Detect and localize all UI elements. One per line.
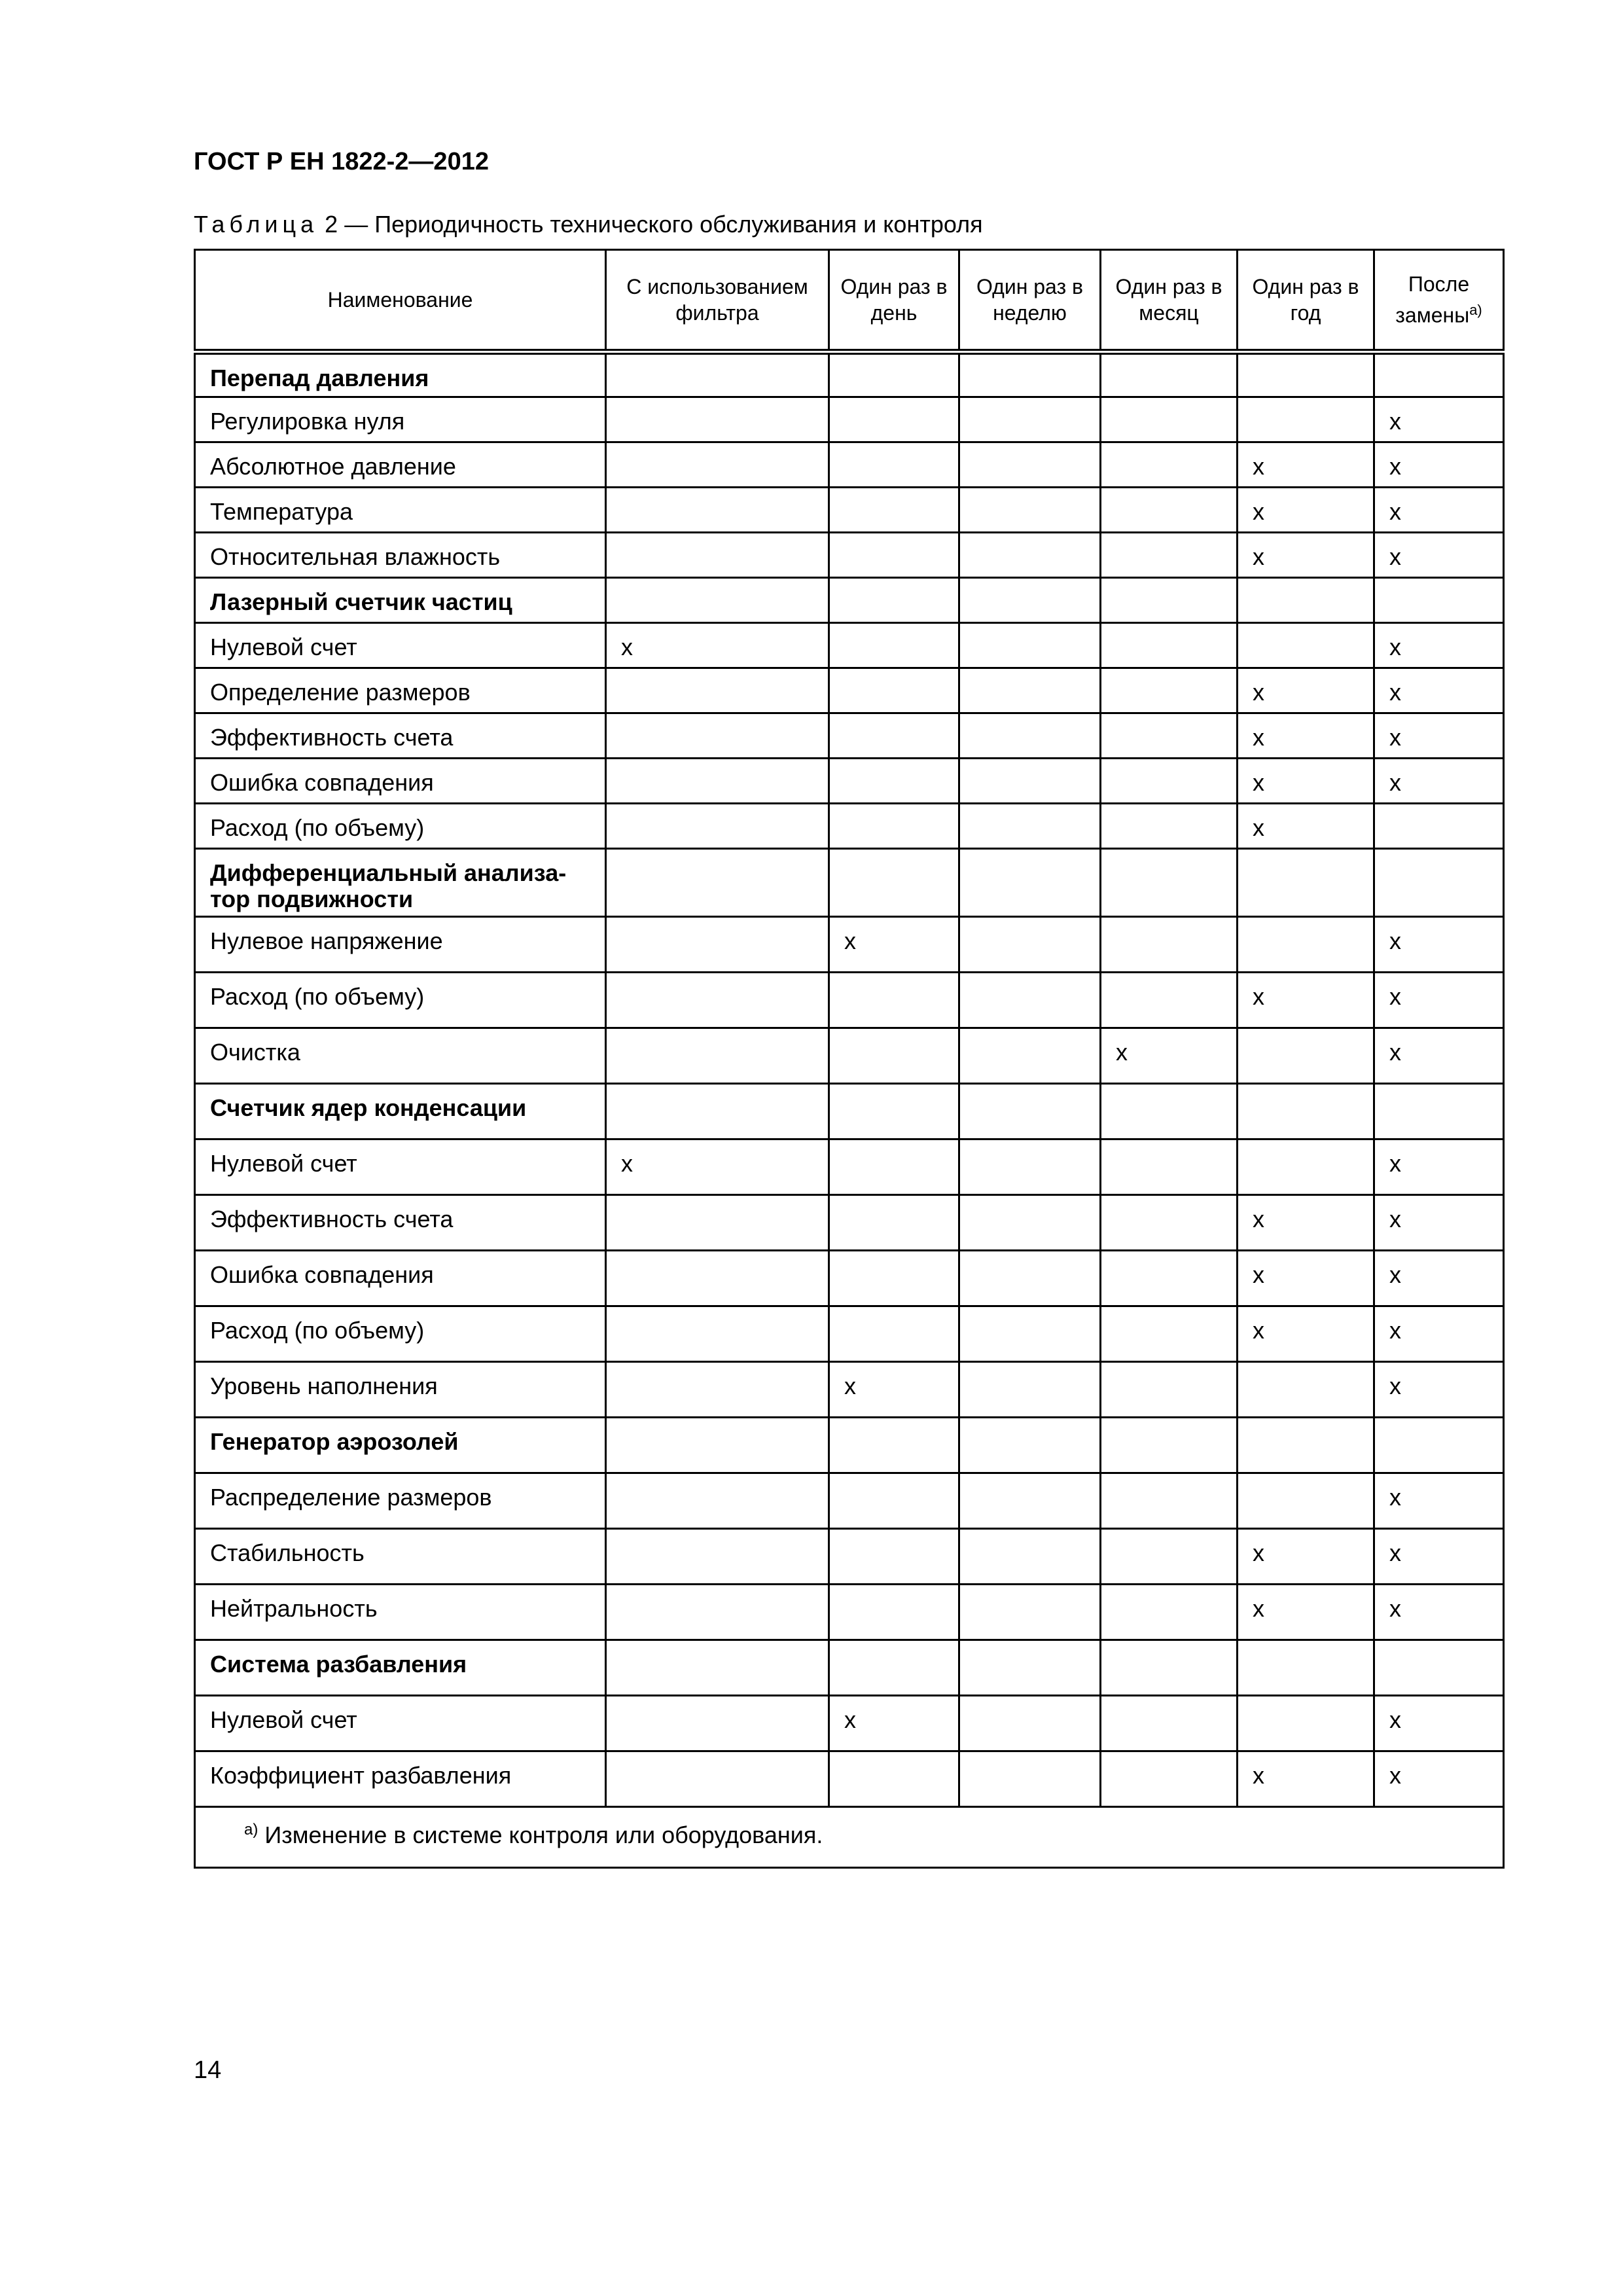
mark-cell bbox=[959, 442, 1101, 488]
mark-cell bbox=[1101, 623, 1238, 668]
mark-cell bbox=[829, 352, 959, 397]
mark-cell bbox=[606, 352, 829, 397]
mark-cell bbox=[959, 713, 1101, 759]
table-row bbox=[195, 804, 1504, 849]
mark-cell bbox=[959, 1084, 1101, 1139]
mark-cell bbox=[606, 1696, 829, 1751]
row-name: Регулировка нуля bbox=[195, 397, 606, 442]
row-name: Очистка bbox=[195, 1028, 606, 1084]
row-name: Определение размеров bbox=[195, 668, 606, 713]
column-header: Наименование bbox=[195, 250, 606, 352]
mark-cell bbox=[959, 1418, 1101, 1473]
column-header: Один раз в день bbox=[829, 250, 959, 352]
mark-cell bbox=[1238, 1418, 1374, 1473]
mark-cell bbox=[829, 1585, 959, 1640]
row-name: Дифференциальный анализа- тор подвижности bbox=[195, 849, 606, 917]
mark-cell bbox=[829, 713, 959, 759]
mark-cell bbox=[959, 917, 1101, 973]
table-row bbox=[195, 973, 1504, 1028]
row-name: Счетчик ядер конденсации bbox=[195, 1084, 606, 1139]
mark-cell bbox=[1374, 1084, 1504, 1139]
table-row bbox=[195, 1195, 1504, 1251]
mark-cell: x bbox=[1374, 1585, 1504, 1640]
mark-cell bbox=[829, 804, 959, 849]
row-name: Ошибка совпадения bbox=[195, 1251, 606, 1306]
mark-cell bbox=[606, 442, 829, 488]
table-row bbox=[195, 533, 1504, 578]
mark-cell bbox=[606, 1362, 829, 1418]
mark-cell bbox=[959, 973, 1101, 1028]
table-row bbox=[195, 1139, 1504, 1195]
row-name: Нулевой счет bbox=[195, 623, 606, 668]
mark-cell bbox=[1101, 397, 1238, 442]
mark-cell bbox=[606, 488, 829, 533]
mark-cell bbox=[606, 1251, 829, 1306]
mark-cell bbox=[959, 1529, 1101, 1585]
mark-cell bbox=[1238, 1362, 1374, 1418]
mark-cell bbox=[606, 1751, 829, 1807]
mark-cell: x bbox=[1238, 804, 1374, 849]
page-number: 14 bbox=[194, 2056, 222, 2084]
mark-cell: x bbox=[1374, 1362, 1504, 1418]
mark-cell: x bbox=[1238, 1251, 1374, 1306]
table-footnote-row bbox=[195, 1807, 1504, 1868]
mark-cell: x bbox=[1374, 1696, 1504, 1751]
mark-cell: x bbox=[1374, 1306, 1504, 1362]
table-row bbox=[195, 759, 1504, 804]
mark-cell bbox=[959, 849, 1101, 917]
mark-cell bbox=[1374, 1418, 1504, 1473]
mark-cell bbox=[829, 397, 959, 442]
table-group-row bbox=[195, 578, 1504, 623]
table-row bbox=[195, 668, 1504, 713]
mark-cell bbox=[829, 1751, 959, 1807]
table-row bbox=[195, 1529, 1504, 1585]
row-name: Генератор аэрозолей bbox=[195, 1418, 606, 1473]
mark-cell bbox=[1101, 713, 1238, 759]
mark-cell bbox=[959, 397, 1101, 442]
mark-cell: x bbox=[1238, 1306, 1374, 1362]
mark-cell bbox=[606, 849, 829, 917]
mark-cell bbox=[1101, 1751, 1238, 1807]
mark-cell bbox=[829, 1529, 959, 1585]
mark-cell bbox=[1101, 352, 1238, 397]
mark-cell: x bbox=[606, 623, 829, 668]
column-header: Один раз в год bbox=[1238, 250, 1374, 352]
mark-cell bbox=[829, 623, 959, 668]
mark-cell bbox=[1238, 1028, 1374, 1084]
mark-cell: x bbox=[1374, 442, 1504, 488]
mark-cell: x bbox=[1238, 533, 1374, 578]
mark-cell: x bbox=[1101, 1028, 1238, 1084]
mark-cell bbox=[1101, 668, 1238, 713]
mark-cell bbox=[606, 668, 829, 713]
mark-cell: x bbox=[1374, 1028, 1504, 1084]
row-name: Температура bbox=[195, 488, 606, 533]
mark-cell: x bbox=[1374, 759, 1504, 804]
mark-cell bbox=[606, 1585, 829, 1640]
mark-cell bbox=[606, 1028, 829, 1084]
mark-cell bbox=[1238, 1139, 1374, 1195]
mark-cell bbox=[606, 578, 829, 623]
mark-cell bbox=[1101, 1529, 1238, 1585]
mark-cell bbox=[1238, 397, 1374, 442]
table-group-row bbox=[195, 1084, 1504, 1139]
mark-cell bbox=[1238, 917, 1374, 973]
mark-cell bbox=[1374, 352, 1504, 397]
row-name: Перепад давления bbox=[195, 352, 606, 397]
mark-cell bbox=[1238, 352, 1374, 397]
row-name: Коэффициент разбавления bbox=[195, 1751, 606, 1807]
mark-cell bbox=[959, 1751, 1101, 1807]
mark-cell bbox=[829, 1640, 959, 1696]
mark-cell bbox=[1101, 1139, 1238, 1195]
mark-cell: x bbox=[1238, 713, 1374, 759]
mark-cell bbox=[606, 397, 829, 442]
row-name: Относительная влажность bbox=[195, 533, 606, 578]
table-row bbox=[195, 1251, 1504, 1306]
table-body bbox=[195, 352, 1504, 1868]
footnote-marker: а) bbox=[244, 1821, 259, 1839]
mark-cell bbox=[1238, 623, 1374, 668]
mark-cell: x bbox=[1374, 1195, 1504, 1251]
mark-cell: x bbox=[1238, 1585, 1374, 1640]
table-row bbox=[195, 1696, 1504, 1751]
mark-cell bbox=[959, 1640, 1101, 1696]
mark-cell: x bbox=[1374, 1139, 1504, 1195]
mark-cell bbox=[829, 1028, 959, 1084]
mark-cell bbox=[606, 533, 829, 578]
mark-cell bbox=[1374, 804, 1504, 849]
mark-cell bbox=[1101, 759, 1238, 804]
mark-cell bbox=[1101, 1418, 1238, 1473]
table-footnote bbox=[195, 1807, 1504, 1868]
mark-cell: x bbox=[1374, 917, 1504, 973]
table-header-row bbox=[195, 250, 1504, 352]
row-name: Абсолютное давление bbox=[195, 442, 606, 488]
mark-cell bbox=[1101, 533, 1238, 578]
mark-cell bbox=[959, 1585, 1101, 1640]
mark-cell: x bbox=[1374, 488, 1504, 533]
table-row bbox=[195, 1306, 1504, 1362]
mark-cell bbox=[1101, 917, 1238, 973]
mark-cell bbox=[829, 1084, 959, 1139]
table-row bbox=[195, 917, 1504, 973]
mark-cell bbox=[959, 1028, 1101, 1084]
mark-cell bbox=[959, 1195, 1101, 1251]
mark-cell: x bbox=[829, 1362, 959, 1418]
row-name: Расход (по объему) bbox=[195, 804, 606, 849]
maintenance-table bbox=[194, 249, 1505, 1869]
mark-cell bbox=[606, 1306, 829, 1362]
footnote-text: Изменение в системе контроля или оборудования. bbox=[264, 1821, 823, 1848]
mark-cell bbox=[1101, 1473, 1238, 1529]
mark-cell bbox=[1101, 1084, 1238, 1139]
mark-cell bbox=[1101, 849, 1238, 917]
mark-cell bbox=[829, 668, 959, 713]
mark-cell bbox=[829, 1418, 959, 1473]
mark-cell bbox=[1238, 1696, 1374, 1751]
table-group-row bbox=[195, 1418, 1504, 1473]
mark-cell bbox=[1374, 849, 1504, 917]
mark-cell: x bbox=[1374, 533, 1504, 578]
row-name: Эффективность счета bbox=[195, 713, 606, 759]
row-name: Нулевое напряжение bbox=[195, 917, 606, 973]
column-header: Один раз в неделю bbox=[959, 250, 1101, 352]
mark-cell bbox=[829, 578, 959, 623]
table-row bbox=[195, 713, 1504, 759]
document-header: ГОСТ Р ЕН 1822-2—2012 bbox=[194, 148, 489, 175]
mark-cell bbox=[1238, 578, 1374, 623]
mark-cell bbox=[606, 759, 829, 804]
mark-cell bbox=[1101, 1585, 1238, 1640]
footnote-ref: а) bbox=[1469, 302, 1482, 319]
mark-cell bbox=[1238, 849, 1374, 917]
mark-cell bbox=[959, 578, 1101, 623]
table-group-row bbox=[195, 352, 1504, 397]
mark-cell: x bbox=[829, 917, 959, 973]
table-group-row bbox=[195, 849, 1504, 917]
column-header: С использованием фильтра bbox=[606, 250, 829, 352]
mark-cell bbox=[959, 488, 1101, 533]
mark-cell: x bbox=[1374, 1529, 1504, 1585]
mark-cell: x bbox=[1238, 442, 1374, 488]
mark-cell bbox=[606, 1418, 829, 1473]
mark-cell bbox=[1101, 1195, 1238, 1251]
table-row bbox=[195, 1473, 1504, 1529]
row-name: Распределение размеров bbox=[195, 1473, 606, 1529]
row-name: Нейтральность bbox=[195, 1585, 606, 1640]
mark-cell bbox=[959, 1362, 1101, 1418]
mark-cell bbox=[1101, 1640, 1238, 1696]
table-caption-text: 2 — Периодичность технического обслуживания и контроля bbox=[325, 211, 983, 238]
mark-cell: x bbox=[1374, 623, 1504, 668]
mark-cell bbox=[959, 1696, 1101, 1751]
mark-cell: x bbox=[1374, 397, 1504, 442]
row-name: Расход (по объему) bbox=[195, 973, 606, 1028]
mark-cell bbox=[606, 713, 829, 759]
mark-cell bbox=[959, 804, 1101, 849]
table-caption bbox=[194, 211, 983, 238]
mark-cell: x bbox=[1374, 1473, 1504, 1529]
table-row bbox=[195, 442, 1504, 488]
mark-cell bbox=[959, 1251, 1101, 1306]
mark-cell: x bbox=[1238, 1195, 1374, 1251]
table-row bbox=[195, 1028, 1504, 1084]
table-row bbox=[195, 623, 1504, 668]
mark-cell: x bbox=[1238, 1751, 1374, 1807]
mark-cell bbox=[1101, 804, 1238, 849]
mark-cell bbox=[829, 1306, 959, 1362]
row-name: Лазерный счетчик частиц bbox=[195, 578, 606, 623]
mark-cell: x bbox=[1238, 759, 1374, 804]
mark-cell bbox=[1238, 1640, 1374, 1696]
mark-cell bbox=[606, 973, 829, 1028]
mark-cell bbox=[959, 668, 1101, 713]
mark-cell bbox=[1238, 1084, 1374, 1139]
mark-cell bbox=[959, 1473, 1101, 1529]
mark-cell bbox=[829, 533, 959, 578]
mark-cell bbox=[606, 1529, 829, 1585]
row-name: Эффективность счета bbox=[195, 1195, 606, 1251]
row-name: Расход (по объему) bbox=[195, 1306, 606, 1362]
mark-cell bbox=[959, 623, 1101, 668]
mark-cell bbox=[829, 488, 959, 533]
row-name: Нулевой счет bbox=[195, 1696, 606, 1751]
mark-cell bbox=[829, 759, 959, 804]
row-name: Нулевой счет bbox=[195, 1139, 606, 1195]
row-name: Уровень наполнения bbox=[195, 1362, 606, 1418]
mark-cell: x bbox=[1238, 668, 1374, 713]
mark-cell: x bbox=[1238, 1529, 1374, 1585]
table-caption-word: Таблица bbox=[194, 211, 319, 238]
mark-cell bbox=[1101, 578, 1238, 623]
table-row bbox=[195, 488, 1504, 533]
row-name: Ошибка совпадения bbox=[195, 759, 606, 804]
mark-cell bbox=[1101, 1696, 1238, 1751]
row-name: Стабильность bbox=[195, 1529, 606, 1585]
mark-cell bbox=[829, 442, 959, 488]
mark-cell bbox=[829, 1139, 959, 1195]
mark-cell bbox=[1238, 1473, 1374, 1529]
mark-cell bbox=[959, 1306, 1101, 1362]
table-group-row bbox=[195, 1640, 1504, 1696]
mark-cell: x bbox=[1374, 973, 1504, 1028]
mark-cell bbox=[959, 1139, 1101, 1195]
mark-cell bbox=[1101, 1362, 1238, 1418]
mark-cell bbox=[829, 1251, 959, 1306]
mark-cell bbox=[1101, 973, 1238, 1028]
mark-cell bbox=[606, 917, 829, 973]
mark-cell bbox=[959, 352, 1101, 397]
mark-cell bbox=[1101, 1306, 1238, 1362]
mark-cell bbox=[1374, 1640, 1504, 1696]
mark-cell: x bbox=[829, 1696, 959, 1751]
mark-cell: x bbox=[1238, 973, 1374, 1028]
mark-cell bbox=[829, 1473, 959, 1529]
mark-cell: x bbox=[1374, 713, 1504, 759]
mark-cell bbox=[606, 1473, 829, 1529]
mark-cell: x bbox=[1374, 1251, 1504, 1306]
mark-cell: x bbox=[1374, 1751, 1504, 1807]
mark-cell bbox=[1101, 1251, 1238, 1306]
mark-cell: x bbox=[606, 1139, 829, 1195]
table-row bbox=[195, 1585, 1504, 1640]
mark-cell bbox=[606, 1195, 829, 1251]
mark-cell bbox=[829, 1195, 959, 1251]
mark-cell bbox=[829, 849, 959, 917]
column-header: После замены$^{а)}$ bbox=[1374, 250, 1504, 352]
column-header: Один раз в месяц bbox=[1101, 250, 1238, 352]
mark-cell bbox=[1101, 488, 1238, 533]
mark-cell bbox=[1374, 578, 1504, 623]
mark-cell bbox=[959, 533, 1101, 578]
mark-cell bbox=[829, 973, 959, 1028]
mark-cell: x bbox=[1374, 668, 1504, 713]
mark-cell bbox=[606, 1084, 829, 1139]
table-row bbox=[195, 1751, 1504, 1807]
mark-cell bbox=[606, 804, 829, 849]
table-row bbox=[195, 1362, 1504, 1418]
table-row bbox=[195, 397, 1504, 442]
mark-cell bbox=[959, 759, 1101, 804]
mark-cell bbox=[606, 1640, 829, 1696]
row-name: Система разбавления bbox=[195, 1640, 606, 1696]
mark-cell bbox=[1101, 442, 1238, 488]
mark-cell: x bbox=[1238, 488, 1374, 533]
